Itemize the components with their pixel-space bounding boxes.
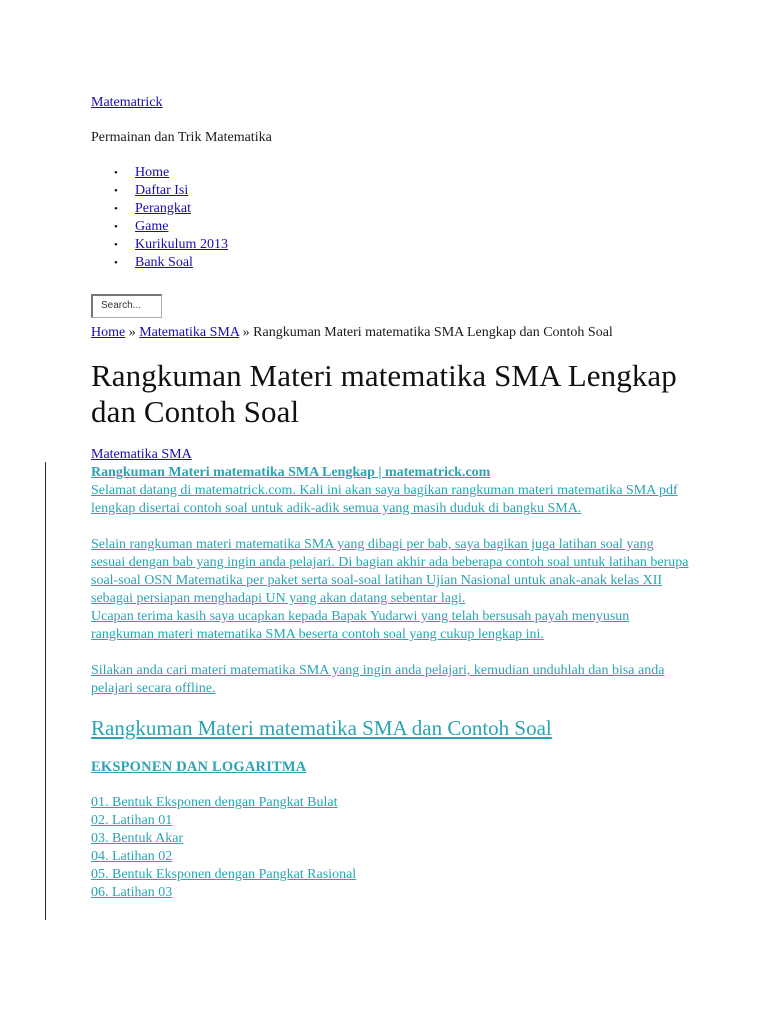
breadcrumb-separator: » <box>125 325 140 340</box>
post-title: Rangkuman Materi matematika SMA Lengkap dan Contoh Soal <box>91 358 677 429</box>
content <box>91 93 691 902</box>
list-item <box>91 812 691 830</box>
site-description: Permainan dan Trik Matematika <box>91 130 272 145</box>
list-item <box>91 848 691 866</box>
nav-link-game[interactable]: Game <box>135 219 169 234</box>
bullet-icon: • <box>114 203 118 215</box>
bullet-icon: • <box>114 239 118 251</box>
margin-rule <box>45 462 46 920</box>
post-body <box>91 464 691 698</box>
search-input[interactable]: Search... <box>91 294 162 318</box>
inner-title-link[interactable]: Rangkuman Materi matematika SMA Lengkap | matematrick.com <box>91 465 491 480</box>
chapter-list <box>91 794 691 902</box>
nav-link-kurikulum[interactable]: Kurikulum 2013 <box>135 237 228 252</box>
post-category-link[interactable]: Matematika SMA <box>91 447 192 462</box>
exercise-paragraph-link[interactable]: Selain rangkuman materi matematika SMA yang dibagi per bab, saya bagikan juga latihan soal yang sesuai dengan bab yang ingin anda pelajari. Di bagian akhir ada beberapa contoh soal untuk latihan berupa soal-soal OSN Matematika per paket serta soal-soal latihan Ujian Nasional untuk anak-anak kelas XII sebagai persiapan menghadapi UN yang akan datang sebentar lagi. <box>91 537 689 606</box>
nav-item-bank-soal <box>114 254 691 272</box>
subheading-link[interactable]: Rangkuman Materi matematika SMA dan Contoh Soal <box>91 716 552 740</box>
thanks-paragraph-link[interactable]: Ucapan terima kasih saya ucapkan kepada Bapak Yudarwi yang telah bersusah payah menyusun rangkuman materi matematika SMA beserta contoh soal yang cukup lengkap ini. <box>91 609 630 642</box>
nav-item-game <box>114 218 691 236</box>
breadcrumb-separator: » <box>239 325 254 340</box>
main-nav <box>91 164 691 272</box>
bullet-icon: • <box>114 257 118 269</box>
download-paragraph-link[interactable]: Silakan anda cari materi matematika SMA yang ingin anda pelajari, kemudian unduhlah dan bisa anda pelajari secara offline. <box>91 663 665 696</box>
section-heading-link[interactable]: EKSPONEN DAN LOGARITMA <box>91 759 307 775</box>
list-item <box>91 884 691 902</box>
nav-link-perangkat[interactable]: Perangkat <box>135 201 191 216</box>
nav-item-home <box>114 164 691 182</box>
chapter-link[interactable]: 05. Bentuk Eksponen dengan Pangkat Rasional <box>91 867 357 882</box>
nav-link-bank-soal[interactable]: Bank Soal <box>135 255 193 270</box>
nav-item-daftar-isi <box>114 182 691 200</box>
intro-paragraph-link[interactable]: Selamat datang di matematrick.com. Kali ini akan saya bagikan rangkuman materi matematika SMA pdf lengkap disertai contoh soal untuk adik-adik semua yang masih duduk di bangku SMA. <box>91 483 678 516</box>
nav-link-home[interactable]: Home <box>135 165 170 180</box>
spacer <box>91 518 691 536</box>
breadcrumb <box>91 324 691 342</box>
breadcrumb-current: Rangkuman Materi matematika SMA Lengkap dan Contoh Soal <box>253 325 613 340</box>
breadcrumb-home-link[interactable]: Home <box>91 325 126 340</box>
list-item <box>91 866 691 884</box>
chapter-link[interactable]: 03. Bentuk Akar <box>91 831 184 846</box>
section-heading <box>91 758 691 776</box>
chapter-link[interactable]: 06. Latihan 03 <box>91 885 173 900</box>
nav-item-perangkat <box>114 200 691 218</box>
bullet-icon: • <box>114 185 118 197</box>
chapter-link[interactable]: 02. Latihan 01 <box>91 813 173 828</box>
nav-item-kurikulum <box>114 236 691 254</box>
chapter-link[interactable]: 01. Bentuk Eksponen dengan Pangkat Bulat <box>91 795 338 810</box>
chapter-link[interactable]: 04. Latihan 02 <box>91 849 173 864</box>
list-item <box>91 830 691 848</box>
post-category <box>91 446 691 464</box>
site-title-link[interactable]: Matematrick <box>91 95 163 110</box>
nav-link-daftar-isi[interactable]: Daftar Isi <box>135 183 189 198</box>
list-item <box>91 794 691 812</box>
bullet-icon: • <box>114 221 118 233</box>
subheading <box>91 714 691 742</box>
breadcrumb-category-link[interactable]: Matematika SMA <box>139 325 240 340</box>
bullet-icon: • <box>114 167 118 179</box>
spacer <box>91 644 691 662</box>
